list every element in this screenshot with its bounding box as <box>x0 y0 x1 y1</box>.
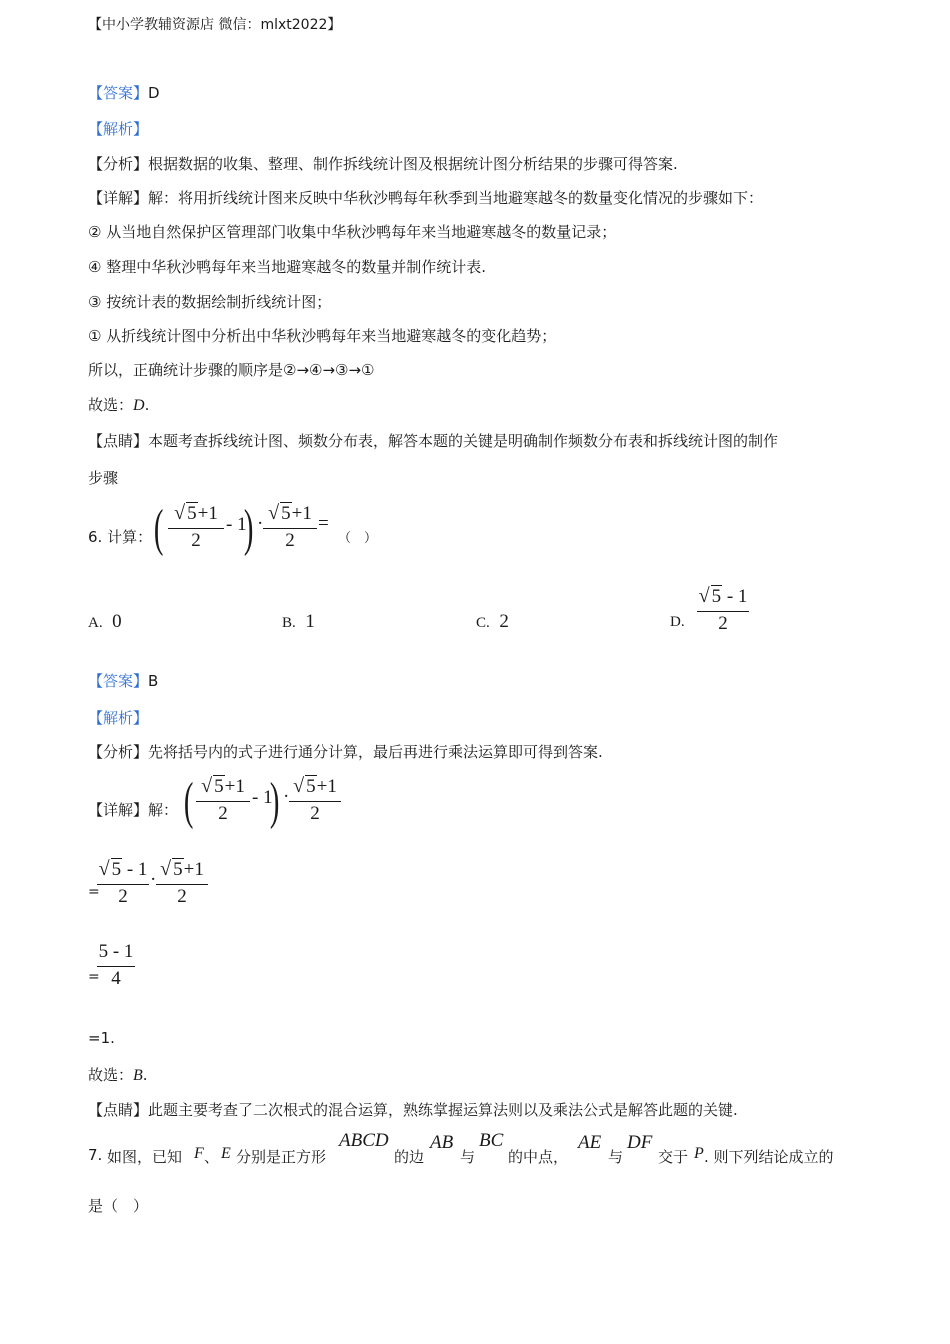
choose-suffix: . <box>144 396 150 414</box>
minus-one: - 1 <box>126 859 148 880</box>
left-paren: ( <box>183 773 194 830</box>
denominator: 2 <box>177 886 187 907</box>
q7-text-f: 与 <box>608 1148 624 1166</box>
left-paren: ( <box>153 500 164 557</box>
answer-value: B <box>148 672 159 690</box>
dianjing-tag: 【点睛】 <box>88 1101 149 1119</box>
fraction-5-minus1-over-4 <box>97 941 135 991</box>
minus-one: - 1 <box>226 514 247 535</box>
q7-square-abcd: ABCD <box>339 1130 389 1151</box>
q7-line-2: 是（ ） <box>88 1197 149 1215</box>
choose-letter: D <box>133 397 145 414</box>
option-label: B. <box>282 615 296 631</box>
denominator: 2 <box>118 886 128 907</box>
q6-fenxi-line <box>88 741 603 762</box>
q7-segment-ae: AE <box>578 1132 602 1153</box>
option-d-fraction: √ 5 - 1 2 <box>698 585 748 634</box>
option-d[interactable] <box>670 612 685 631</box>
denominator: 2 <box>191 530 201 551</box>
minus-one: - 1 <box>726 586 748 607</box>
answer-tag: 【答案】 <box>88 84 149 102</box>
dot-operator: · <box>150 869 157 890</box>
fraction-sqrt5-plus1-over-2: √ 5+1 2 <box>156 859 208 909</box>
equals-sign: = <box>88 969 100 985</box>
page-header: 【中小学教辅资源店 微信：mlxt2022】 <box>88 17 342 33</box>
dianjing-text: 本题考查拆线统计图、频数分布表，解答本题的关键是明确制作频数分布表和拆线统计图的制作 <box>148 432 779 450</box>
dot-operator: · <box>283 786 290 807</box>
q7-text-e: 的中点， <box>508 1148 569 1166</box>
plus-one: +1 <box>291 503 312 524</box>
q7-text-d: 与 <box>460 1148 476 1166</box>
q5-choose-line <box>88 394 149 415</box>
q6-final: =1. <box>88 1029 115 1047</box>
fenxi-text: 先将括号内的式子进行通分计算，最后再进行乘法运算即可得到答案. <box>148 743 603 761</box>
denominator: 2 <box>310 803 320 824</box>
fraction-sqrt5-plus1-over-2: √ 5+1 2 <box>289 776 341 826</box>
answer-value: D <box>148 84 160 102</box>
option-c[interactable] <box>476 611 509 633</box>
fraction-sqrt5-plus1-over-2: √ 5+1 2 <box>196 776 250 826</box>
dianjing-text: 此题主要考查了二次根式的混合运算，熟练掌握运算法则以及乘法公式是解答此题的关键. <box>148 1101 738 1119</box>
q5-step-3: ③ 按统计表的数据绘制折线统计图； <box>88 293 332 311</box>
q7-side-ab: AB <box>430 1132 454 1153</box>
right-paren: ) <box>243 500 254 557</box>
radicand: 5 <box>214 776 224 797</box>
option-value: 0 <box>112 611 122 632</box>
q5-step-2: ② 从当地自然保护区管理部门收集中华秋沙鸭每年来当地避寒越冬的数量记录； <box>88 223 617 241</box>
radicand: 5 <box>187 503 197 524</box>
plus-one: +1 <box>183 859 204 880</box>
q5-fenxi-line <box>88 153 678 174</box>
equals-sign: = <box>88 884 100 900</box>
choose-letter: B <box>133 1067 143 1084</box>
q7-text-h: . 则下列结论成立的 <box>704 1148 834 1166</box>
question-prompt: 计算： <box>107 528 153 546</box>
q5-analysis-tag <box>88 118 148 139</box>
q7-number: 7. <box>88 1146 103 1164</box>
radicand: 5 <box>306 776 316 797</box>
plus-one: +1 <box>316 776 337 797</box>
plus-one: +1 <box>197 503 218 524</box>
question-number: 6. <box>88 528 103 546</box>
denominator: 2 <box>218 803 228 824</box>
denominator: 2 <box>718 613 728 634</box>
q7-text-g: 交于 <box>658 1148 689 1166</box>
xiangjie-prefix: 解： <box>148 801 179 819</box>
fenxi-tag: 【分析】 <box>88 155 149 173</box>
q6-stem <box>88 526 152 547</box>
q5-answer-line <box>88 82 160 103</box>
q7-point-p: P <box>694 1145 704 1162</box>
option-value: 2 <box>499 611 509 632</box>
q7-text-a: 如图，已知 <box>107 1148 183 1166</box>
radicand: 5 <box>173 859 183 880</box>
choose-prefix: 故选： <box>88 396 134 414</box>
radicand: 5 <box>111 859 122 880</box>
q5-order: 所以，正确统计步骤的顺序是②→④→③→① <box>88 361 375 379</box>
option-label: A. <box>88 615 103 631</box>
denominator: 4 <box>111 968 121 989</box>
choose-suffix: . <box>142 1066 148 1084</box>
q7-text-c: 的边 <box>394 1148 425 1166</box>
q6-xiangjie-line <box>88 799 178 820</box>
q7-point-e: E <box>221 1145 231 1162</box>
plus-one: +1 <box>224 776 245 797</box>
option-value: 1 <box>305 611 315 632</box>
q7-text-b: 分别是正方形 <box>236 1148 327 1166</box>
q7-segment-df: DF <box>627 1132 653 1153</box>
option-label: D. <box>670 614 685 630</box>
dot-operator: · <box>257 513 264 534</box>
q5-xiangjie-line <box>88 187 763 208</box>
numerator: 5 - 1 <box>98 941 134 962</box>
fraction-sqrt5-minus1-over-2: √ 5 - 1 2 <box>98 858 148 907</box>
q5-dianjing-line <box>88 430 778 451</box>
q5-dianjing-line-2: 步骤 <box>88 469 119 487</box>
q7-side-bc: BC <box>479 1130 504 1151</box>
fenxi-tag: 【分析】 <box>88 743 149 761</box>
q5-step-1: ① 从折线统计图中分析出中华秋沙鸭每年来当地避寒越冬的变化趋势； <box>88 327 557 345</box>
option-a[interactable] <box>88 611 122 633</box>
q7-point-f: F <box>194 1145 204 1162</box>
q6-dianjing-line <box>88 1099 738 1120</box>
right-paren: ) <box>269 773 280 830</box>
denominator: 2 <box>285 530 295 551</box>
analysis-tag: 【解析】 <box>88 709 149 727</box>
minus-one: - 1 <box>252 787 273 808</box>
fenxi-text: 根据数据的收集、整理、制作拆线统计图及根据统计图分析结果的步骤可得答案. <box>148 155 678 173</box>
equals-sign: = <box>318 513 329 534</box>
fraction-sqrt5-plus1-over-2: √ 5+1 2 <box>263 503 317 553</box>
fraction-sqrt5-plus1-over-2: √ 5+1 2 <box>168 503 224 553</box>
xiangjie-text: 解：将用折线统计图来反映中华秋沙鸭每年秋季到当地避寒越冬的数量变化情况的步骤如下： <box>148 189 764 207</box>
q5-step-4: ④ 整理中华秋沙鸭每年来当地避寒越冬的数量并制作统计表. <box>88 258 486 276</box>
xiangjie-tag: 【详解】 <box>88 189 149 207</box>
choose-prefix: 故选： <box>88 1066 134 1084</box>
dianjing-tag: 【点睛】 <box>88 432 149 450</box>
option-label: C. <box>476 615 490 631</box>
q7-separator: 、 <box>204 1148 220 1166</box>
analysis-tag: 【解析】 <box>88 120 149 138</box>
answer-tag: 【答案】 <box>88 672 149 690</box>
radicand: 5 <box>711 586 722 607</box>
xiangjie-tag: 【详解】 <box>88 801 149 819</box>
q6-answer-line <box>88 670 158 691</box>
option-b[interactable] <box>282 611 315 633</box>
answer-blank: （ ） <box>338 531 378 546</box>
radicand: 5 <box>281 503 291 524</box>
q6-choose-line <box>88 1064 148 1085</box>
q6-analysis-tag <box>88 707 148 728</box>
